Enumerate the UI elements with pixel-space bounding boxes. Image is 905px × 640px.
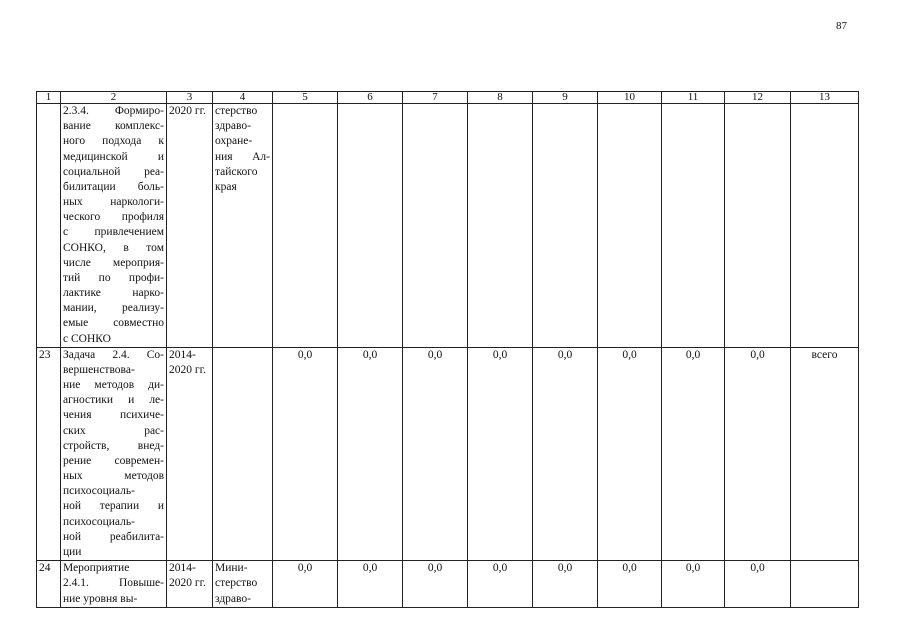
funding-value: 0,0: [338, 561, 403, 608]
executor: [213, 104, 273, 348]
column-number: 8: [468, 92, 533, 104]
column-number: 5: [273, 92, 338, 104]
funding-value: 0,0: [598, 347, 662, 560]
executor-line: стерство: [215, 577, 258, 590]
measure-name-line: ние методов ди-: [63, 379, 164, 392]
executor-line: здраво-: [215, 120, 251, 133]
funding-value: 0,0: [338, 347, 403, 560]
measure-name-line: ной реабилита-: [63, 530, 164, 543]
table-row: [37, 104, 859, 348]
table-row: [37, 347, 859, 560]
column-number: 6: [338, 92, 403, 104]
measure-name-line: стройств, внед-: [63, 439, 164, 452]
measure-name-line: Мероприятие: [63, 562, 130, 575]
funding-value: 0,0: [403, 347, 468, 560]
row-number: 23: [37, 347, 61, 560]
column-number: 13: [791, 92, 859, 104]
program-table: [36, 91, 859, 608]
funding-value: 0,0: [725, 561, 791, 608]
column-number: 7: [403, 92, 468, 104]
period-line: 2014-: [169, 562, 196, 575]
funding-value: 0,0: [725, 347, 791, 560]
executor: [213, 561, 273, 608]
funding-value: [403, 104, 468, 348]
measure-name-line: вание комплекс-: [63, 120, 164, 133]
executor-line: тайского: [215, 165, 258, 178]
column-number: 3: [167, 92, 213, 104]
column-number: 11: [662, 92, 725, 104]
funding-value: [662, 104, 725, 348]
funding-value: 0,0: [273, 561, 338, 608]
column-number: 1: [37, 92, 61, 104]
executor-line: охране-: [215, 135, 253, 148]
executor-line: стерство: [215, 105, 258, 117]
measure-name-line: СОНКО, в том: [63, 241, 164, 254]
measure-name-line: психосоциаль-: [63, 485, 135, 498]
measure-name-line: с СОНКО: [63, 332, 111, 345]
funding-value: 0,0: [662, 347, 725, 560]
row-number: 24: [37, 561, 61, 608]
measure-name-line: медицинской и: [63, 150, 164, 163]
measure-name-line: рение современ-: [63, 454, 164, 467]
measure-name-line: 2.4.1. Повыше-: [63, 577, 164, 590]
executor-line: края: [215, 180, 237, 193]
funding-value: 0,0: [403, 561, 468, 608]
column-number: 9: [533, 92, 598, 104]
funding-value: 0,0: [468, 561, 533, 608]
executor: [213, 347, 273, 560]
executor-line: здраво-: [215, 592, 251, 605]
funding-value: [273, 104, 338, 348]
measure-name-line: 2.3.4. Формиро-: [63, 105, 164, 117]
funding-value: 0,0: [533, 561, 598, 608]
measure-name-line: емые совместно: [63, 317, 164, 330]
funding-value: [338, 104, 403, 348]
measure-name-line: ной терапии и: [63, 500, 164, 513]
period: [167, 561, 213, 608]
period-line: 2020 гг.: [169, 105, 206, 117]
funding-source: [791, 104, 859, 348]
measure-name-line: лактике нарко-: [63, 287, 164, 300]
funding-value: [533, 104, 598, 348]
measure-name-line: ние уровня вы-: [63, 592, 138, 605]
measure-name-line: числе мероприя-: [63, 256, 164, 269]
column-number-row: [37, 92, 859, 104]
column-number: 12: [725, 92, 791, 104]
measure-name: [61, 347, 167, 560]
period: [167, 347, 213, 560]
measure-name-line: с привлечением: [63, 226, 164, 239]
measure-name-line: психосоциаль-: [63, 515, 135, 528]
funding-value: 0,0: [468, 347, 533, 560]
measure-name-line: вершенствова-: [63, 363, 135, 376]
column-number: 4: [213, 92, 273, 104]
measure-name: [61, 104, 167, 348]
column-number: 10: [598, 92, 662, 104]
funding-value: [468, 104, 533, 348]
table-row: [37, 561, 859, 608]
period-line: 2014-: [169, 348, 196, 361]
measure-name: [61, 561, 167, 608]
column-number: 2: [61, 92, 167, 104]
executor-line: Мини-: [215, 562, 248, 575]
measure-name-line: ческого профиля: [63, 211, 164, 224]
funding-value: 0,0: [533, 347, 598, 560]
measure-name-line: ных методов: [63, 470, 164, 483]
period: [167, 104, 213, 348]
funding-source: всего: [791, 347, 859, 560]
measure-name-line: социальной реа-: [63, 165, 164, 178]
measure-name-line: Задача 2.4. Со-: [63, 348, 164, 361]
measure-name-line: билитации боль-: [63, 180, 164, 193]
measure-name-line: агностики и ле-: [63, 394, 164, 407]
measure-name-line: ных наркологи-: [63, 196, 164, 209]
funding-source: [791, 561, 859, 608]
measure-name-line: ного подхода к: [63, 135, 164, 148]
measure-name-line: ции: [63, 545, 82, 558]
measure-name-line: чения психиче-: [63, 409, 164, 422]
executor-line: ния Ал-: [215, 150, 270, 163]
funding-value: 0,0: [598, 561, 662, 608]
funding-value: 0,0: [273, 347, 338, 560]
period-line: 2020 гг.: [169, 363, 206, 376]
period-line: 2020 гг.: [169, 577, 206, 590]
measure-name-line: тий по профи-: [63, 271, 164, 284]
funding-value: [598, 104, 662, 348]
row-number: [37, 104, 61, 348]
page-number: 87: [836, 20, 847, 32]
funding-value: 0,0: [662, 561, 725, 608]
funding-value: [725, 104, 791, 348]
measure-name-line: ских рас-: [63, 424, 164, 437]
measure-name-line: мании, реализу-: [63, 302, 164, 315]
